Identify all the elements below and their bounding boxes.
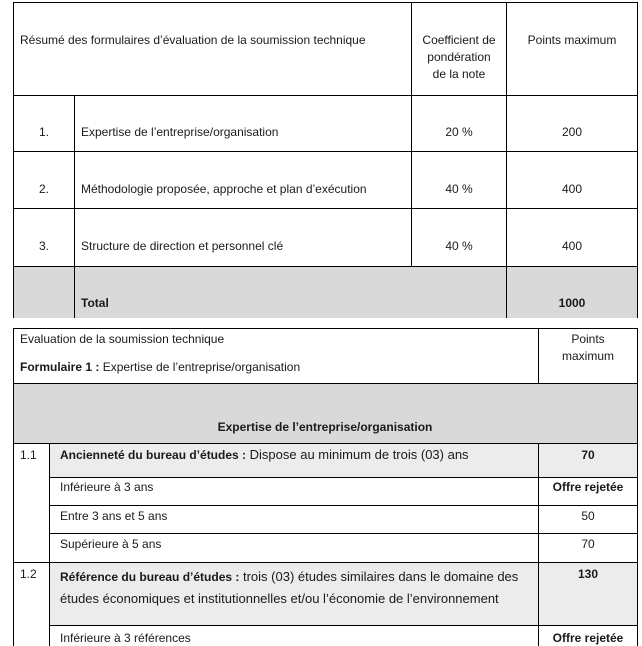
row-number: 1. (38, 125, 49, 139)
criterion-points: 70 (581, 448, 595, 462)
summary-header-coef (412, 32, 506, 82)
criterion-title: Référence du bureau d’études : (60, 570, 240, 584)
form-header-points (539, 331, 637, 364)
criterion-text (60, 566, 518, 609)
criterion-title: Ancienneté du bureau d’études : (60, 448, 247, 462)
criterion-desc: Dispose au minimum de trois (03) ans (246, 447, 469, 462)
criterion-points: 130 (577, 567, 599, 581)
row-label: Méthodologie proposée, approche et plan d’exécution (81, 182, 367, 196)
row-points: 400 (561, 182, 583, 196)
row-coef: 40 % (445, 239, 473, 253)
criterion-text (60, 447, 469, 463)
option-points: Offre rejetée (552, 480, 624, 494)
form-header-form (20, 359, 300, 375)
row-points: 200 (561, 125, 583, 139)
total-label: Total (81, 296, 109, 310)
criterion-number: 1.1 (20, 448, 37, 462)
form-label: Formulaire 1 : (20, 360, 100, 374)
criterion-desc: trois (03) études similaires dans le domaine des (239, 569, 519, 584)
option-label: Inférieure à 3 ans (60, 480, 154, 494)
option-label: Supérieure à 5 ans (60, 537, 162, 551)
option-points: Offre rejetée (552, 631, 624, 645)
row-points: 400 (561, 239, 583, 253)
points-line: maximum (561, 349, 614, 363)
summary-header-title: Résumé des formulaires d’évaluation de la soumission technique (20, 33, 366, 47)
criterion-desc: études économiques et institutionnelles et/ou l’économie de l’environnement (60, 591, 499, 606)
coef-line: Coefficient de (422, 33, 496, 47)
row-coef: 20 % (445, 125, 473, 139)
section-title: Expertise de l’entreprise/organisation (217, 420, 433, 434)
row-number: 2. (38, 182, 49, 196)
row-number: 3. (38, 239, 49, 253)
coef-line: pondération (427, 50, 491, 64)
total-points: 1000 (558, 296, 586, 310)
option-label: Entre 3 ans et 5 ans (60, 509, 168, 523)
row-label: Expertise de l’entreprise/organisation (81, 125, 279, 139)
coef-line: de la note (432, 67, 486, 81)
points-line: Points (571, 332, 605, 346)
form-header-title: Evaluation de la soumission technique (20, 332, 225, 346)
row-coef: 40 % (445, 182, 473, 196)
option-label: Inférieure à 3 références (60, 631, 191, 645)
form-name: Expertise de l’entreprise/organisation (99, 360, 301, 374)
option-points: 70 (581, 537, 595, 551)
summary-header-points: Points maximum (527, 33, 617, 47)
option-points: 50 (581, 509, 595, 523)
row-label: Structure de direction et personnel clé (81, 239, 284, 253)
criterion-number: 1.2 (20, 567, 37, 581)
